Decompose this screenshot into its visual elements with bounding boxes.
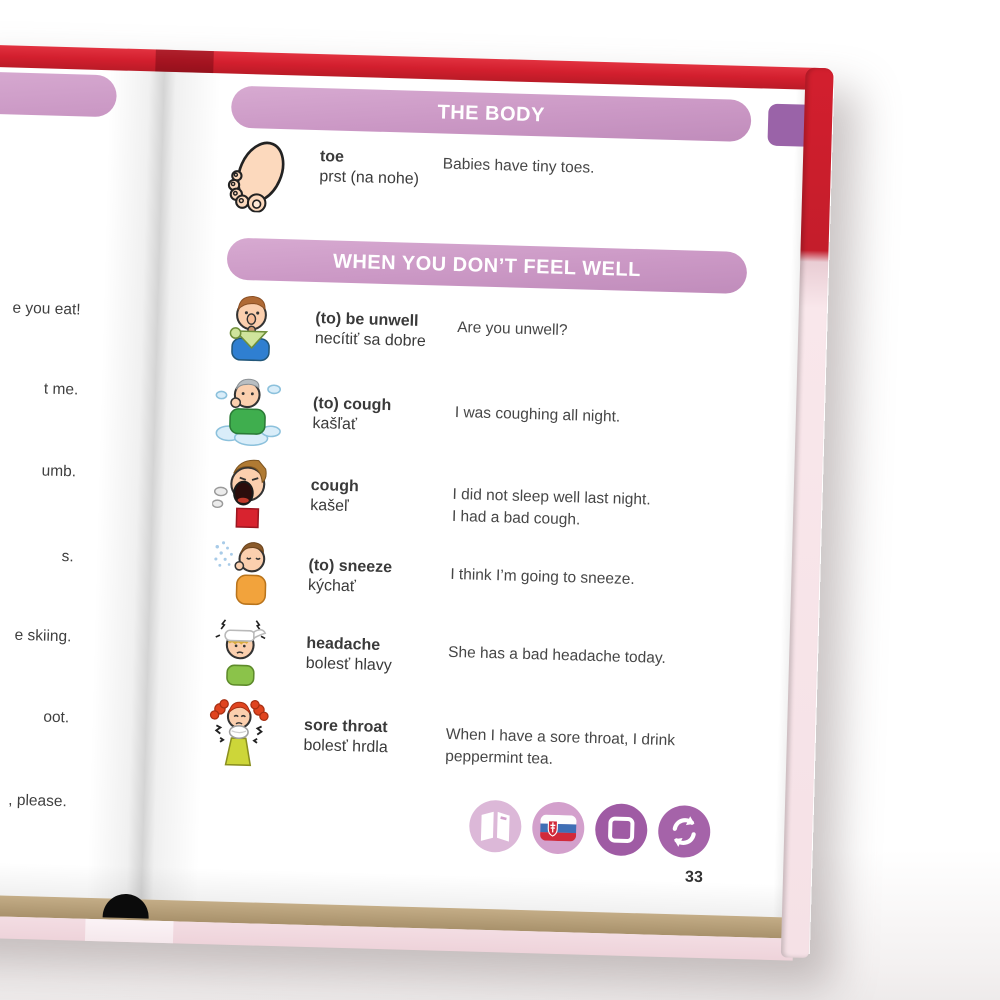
- left-page-text-fragment: e you eat!: [12, 299, 81, 319]
- left-page-text-fragment: s.: [61, 548, 74, 566]
- vocab-translation: kýchať: [307, 576, 356, 596]
- vocab-word: headache: [306, 634, 381, 654]
- example-sentence: She has a bad headache today.: [447, 643, 667, 667]
- page-number: 33: [684, 868, 704, 887]
- section-title: THE BODY: [437, 100, 546, 126]
- section-title: WHEN YOU DON’T FEEL WELL: [332, 250, 642, 281]
- boy-with-head-bandage-illustration: [207, 612, 277, 688]
- vocab-translation: kašeľ: [309, 496, 349, 516]
- example-sentence: Are you unwell?: [456, 318, 568, 340]
- example-sentence: I did not sleep well last night. I had a bad cough.: [451, 485, 651, 529]
- vocab-row-toe: [220, 137, 770, 234]
- open-book: [0, 42, 865, 967]
- open-book-icon: [469, 800, 522, 853]
- man-with-scarf-tongue-out-illustration: [216, 287, 286, 363]
- left-page-text-fragment: , please.: [8, 791, 68, 811]
- example-sentence: I think I’m going to sneeze.: [450, 565, 635, 589]
- vocab-translation: bolesť hlavy: [305, 654, 393, 675]
- example-sentence: Babies have tiny toes.: [442, 155, 595, 177]
- vocab-row-to-cough: [214, 372, 764, 469]
- vocab-translation: necítiť sa dobre: [314, 330, 427, 351]
- example-sentence: I was coughing all night.: [454, 403, 621, 426]
- vocab-word: toe: [319, 148, 345, 166]
- left-page-header-fragment: [0, 70, 117, 117]
- foot-with-toes-illustration: [220, 137, 290, 213]
- cover-spine-shadow: [155, 49, 214, 73]
- girl-with-sore-throat-illustration: [205, 694, 275, 770]
- vocab-row-headache: [207, 612, 757, 709]
- vocab-row-sore-throat: [205, 694, 755, 791]
- slovak-flag-icon: [532, 801, 585, 854]
- vocab-word: sore throat: [303, 716, 388, 737]
- vocab-word: (to) be unwell: [315, 310, 419, 330]
- cover-bottom-gap: [85, 919, 174, 943]
- repeat-icon: [658, 805, 711, 858]
- stop-square-icon: [595, 803, 648, 856]
- man-open-mouth-cough-illustration: [212, 454, 282, 530]
- vocab-translation: kašľať: [312, 414, 358, 434]
- left-page-text-fragment: e skiing.: [14, 626, 72, 646]
- man-sneezing-illustration: [209, 534, 279, 610]
- vocab-word: cough: [310, 476, 359, 496]
- vocab-translation: bolesť hrdla: [303, 736, 388, 757]
- left-page-text-fragment: oot.: [43, 708, 70, 727]
- left-page-text-fragment: umb.: [41, 462, 77, 481]
- vocab-translation: prst (na nohe): [319, 168, 420, 188]
- vocab-word: (to) cough: [312, 395, 392, 415]
- vocab-row-be-unwell: [216, 287, 766, 384]
- footer-icon-row: [469, 800, 711, 859]
- man-coughing-in-clouds-illustration: [214, 372, 284, 448]
- vocab-word: (to) sneeze: [308, 556, 393, 577]
- left-page-text-fragment: t me.: [43, 380, 79, 399]
- example-sentence: When I have a sore throat, I drink peppermint tea.: [445, 725, 676, 768]
